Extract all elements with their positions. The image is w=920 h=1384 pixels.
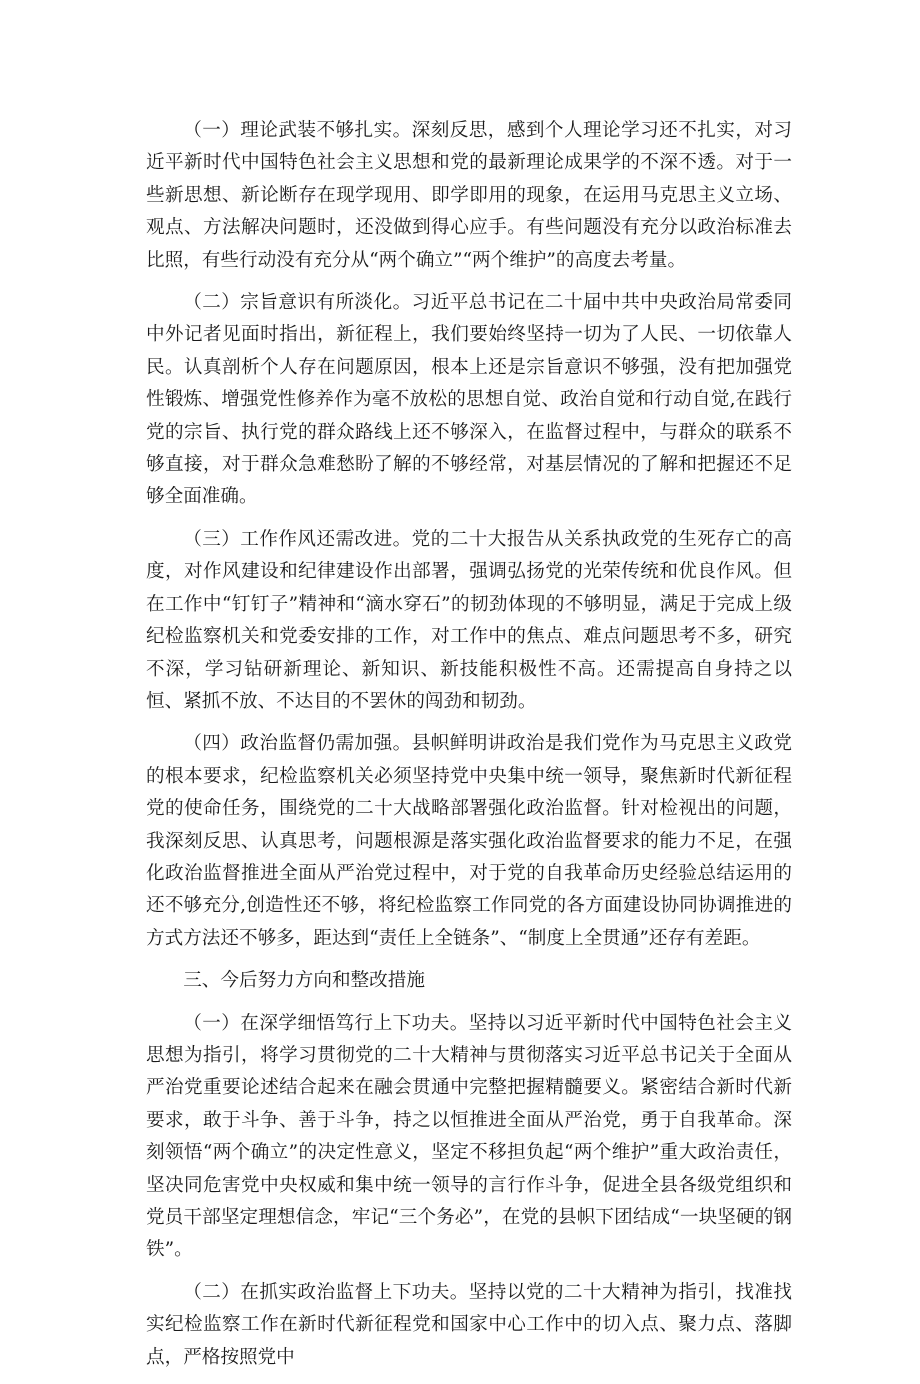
paragraph-study: （一）在深学细悟笃行上下功夫。坚持以习近平新时代中国特色社会主义思想为指引，将学习贯彻党的二十大精神与贯彻落实习近平总书记关于全面从严治党重要论述结合起来在融会贯通中完整把握精髓要义。紧密结合新时代新要求，敢于斗争、善于斗争，持之以恒推进全面从严治党，勇于自我革命。深刻领悟“两个确立”的决定性意义，坚定不移担负起“两个维护”重大政治责任，坚决同危害党中央权威和集中统一领导的言行作斗争，促进全县各级党组织和党员干部坚定理想信念，牢记“三个务必”，在党的县帜下团结成“一块坚硬的钢铁”。: [146, 1012, 792, 1261]
paragraph-political-supervision: （四）政治监督仍需加强。县帜鲜明讲政治是我们党作为马克思主义政党的根本要求，纪检监察机关必须坚持党中央集中统一领导，聚焦新时代新征程党的使命任务，围绕党的二十大战略部署强化政治监督。针对检视出的问题，我深刻反思、认真思考，问题根源是落实强化政治监督要求的能力不足，在强化政治监督推进全面从严治党过程中，对于党的自我革命历史经验总结运用的还不够充分,创造性还不够，将纪检监察工作同党的各方面建设协同协调推进的方式方法还不够多，距达到“责任上全链条”、“制度上全贯通”还存有差距。: [146, 733, 792, 949]
paragraph-work-style: （三）工作作风还需改进。党的二十大报告从关系执政党的生死存亡的高度，对作风建设和纪律建设作出部署，强调弘扬党的光荣传统和优良作风。但在工作中“钉钉子”精神和“滴水穿石”的韧劲体现的不够明显，满足于完成上级纪检监察机关和党委安排的工作，对工作中的焦点、难点问题思考不多，研究不深，学习钻研新理论、新知识、新技能积极性不高。还需提高自身持之以恒、紧抓不放、不达目的不罢休的闯劲和韧劲。: [146, 528, 792, 712]
paragraph-purpose: （二）宗旨意识有所淡化。习近平总书记在二十届中共中央政治局常委同中外记者见面时指出，新征程上，我们要始终坚持一切为了人民、一切依靠人民。认真剖析个人存在问题原因，根本上还是宗旨意识不够强，没有把加强党性锻炼、增强党性修养作为毫不放松的思想自觉、政治自觉和行动自觉,在践行党的宗旨、执行党的群众路线上还不够深入，在监督过程中，与群众的联系不够直接，对于群众急难愁盼了解的不够经常，对基层情况的了解和把握还不足够全面准确。: [146, 292, 792, 508]
paragraph-theory: （一）理论武装不够扎实。深刻反思，感到个人理论学习还不扎实，对习近平新时代中国特色社会主义思想和党的最新理论成果学的不深不透。对于一些新思想、新论断存在现学现用、即学即用的现象，在运用马克思主义立场、观点、方法解决问题时，还没做到得心应手。有些问题没有充分以政治标准去比照，有些行动没有充分从“两个确立”“两个维护”的高度去考量。: [146, 120, 792, 271]
paragraph-supervision-effort: （二）在抓实政治监督上下功夫。坚持以党的二十大精神为指引，找准找实纪检监察工作在新时代新征程党和国家中心工作中的切入点、聚力点、落脚点，严格按照党中: [146, 1281, 792, 1368]
document-body: [146, 115, 792, 1384]
section-heading: 三、今后努力方向和整改措施: [183, 970, 425, 992]
